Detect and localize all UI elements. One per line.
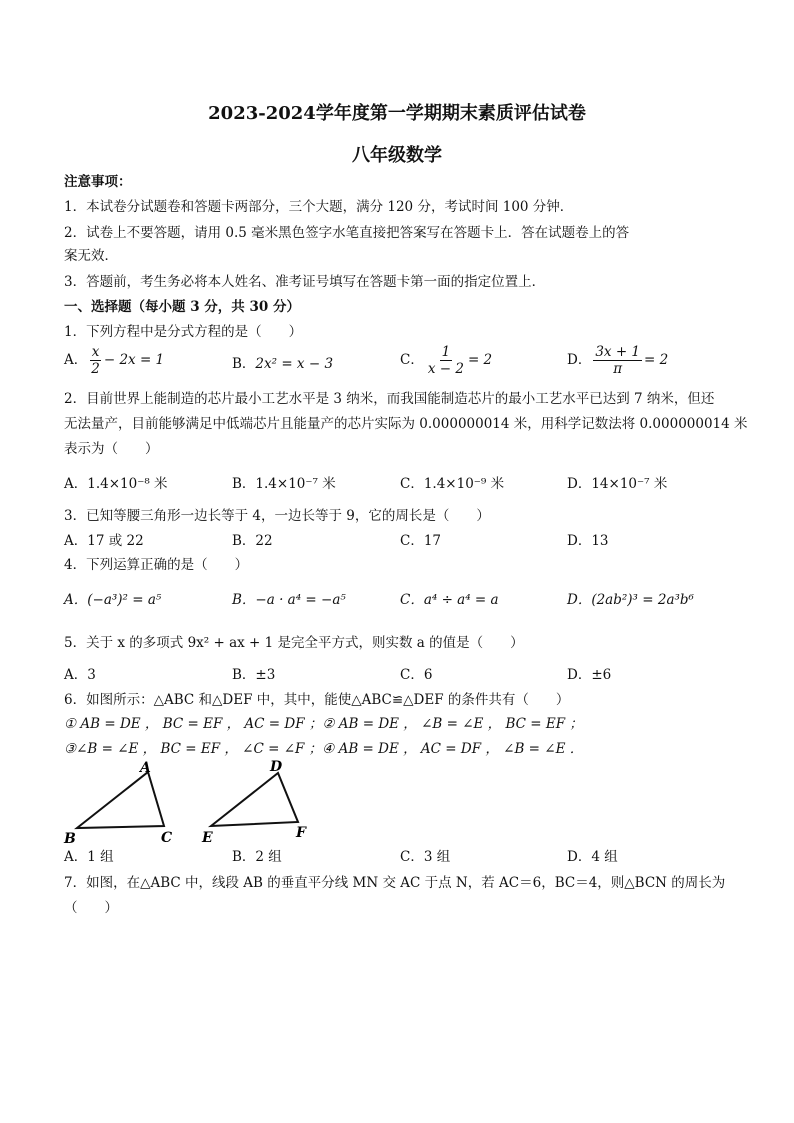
question-7-stem: 7．如图，在△ABC 中，线段 AB 的垂直平分线 MN 交 AC 于点 N，若 AC＝6，BC＝4，则△BCN 的周长为	[64, 875, 726, 891]
exam-title: 2023-2024学年度第一学期期末素质评估试卷	[208, 103, 586, 124]
q3-option-b[interactable]: B．22	[232, 533, 273, 549]
q3-option-a[interactable]: A．17 或 22	[64, 533, 144, 549]
expression: 2x² = x − 3	[255, 356, 334, 372]
numerator: x	[91, 344, 100, 360]
expression: − 2x = 1	[103, 352, 165, 368]
section-heading: 一、选择题（每小题 3 分，共 30 分）	[64, 299, 300, 315]
denominator: π	[613, 361, 623, 377]
question-2-stem: 表示为（ ）	[64, 441, 159, 457]
question-6-stem: 6．如图所示：△ABC 和△DEF 中，其中，能使△ABC≌△DEF 的条件共有（ ）	[64, 692, 570, 708]
q2-option-d[interactable]: D．14×10⁻⁷ 米	[567, 476, 668, 492]
q3-option-d[interactable]: D．13	[567, 533, 609, 549]
notes-heading: 注意事项：	[64, 174, 132, 190]
fraction	[89, 344, 102, 377]
q1-option-d[interactable]	[567, 344, 668, 377]
q6-option-a[interactable]: A．1 组	[64, 849, 114, 865]
question-1-stem: 1．下列方程中是分式方程的是（ ）	[64, 324, 303, 340]
q2-option-b[interactable]: B．1.4×10⁻⁷ 米	[232, 476, 336, 492]
note-item: 1．本试卷分试题卷和答题卡两部分，三个大题，满分 120 分，考试时间 100 分钟．	[64, 199, 574, 215]
vertex-label-a: A	[140, 760, 151, 776]
vertex-label-b: B	[64, 831, 76, 847]
note-item: 案无效．	[64, 248, 118, 264]
option-prefix: A．	[64, 352, 88, 368]
q4-option-a[interactable]: A．(−a³)² = a⁵	[64, 592, 162, 608]
fraction	[593, 344, 642, 377]
q6-option-c[interactable]: C．3 组	[400, 849, 451, 865]
question-2-stem: 无法量产，目前能够满足中低端芯片且能量产的芯片实际为 0.000000014 米，用科学记数法将 0.000000014 米	[64, 416, 748, 432]
vertex-label-f: F	[296, 825, 306, 841]
q1-option-a[interactable]	[64, 344, 164, 377]
option-prefix: C．	[400, 352, 424, 368]
q5-option-c[interactable]: C．6	[400, 667, 433, 683]
q1-option-c[interactable]	[400, 344, 492, 377]
q5-option-a[interactable]: A．3	[64, 667, 96, 683]
vertex-label-d: D	[270, 759, 283, 775]
note-item: 2．试卷上不要答题，请用 0.5 毫米黑色签字水笔直接把答案写在答题卡上．答在试题卷上的答	[64, 225, 630, 241]
numerator: 3x + 1	[595, 344, 641, 360]
triangle-abc	[77, 772, 164, 828]
note-item: 3．答题前，考生务必将本人姓名、准考证号填写在答题卡第一面的指定位置上．	[64, 274, 546, 290]
triangles-figure	[60, 758, 330, 848]
q6-condition-line: ① AB = DE ， BC = EF ， AC = DF ；② AB = DE ， ∠B = ∠E ， BC = EF ；	[64, 716, 583, 732]
option-prefix: B．	[232, 356, 256, 372]
question-5-stem: 5．关于 x 的多项式 9x² + ax + 1 是完全平方式，则实数 a 的值是（ ）	[64, 635, 524, 651]
q6-condition-line: ③∠B = ∠E ， BC = EF ， ∠C = ∠F ；④ AB = DE ， AC = DF ， ∠B = ∠E ．	[64, 741, 584, 757]
vertex-label-e: E	[202, 830, 213, 846]
q4-option-b[interactable]: B．−a · a⁴ = −a⁵	[232, 592, 346, 608]
exam-subtitle: 八年级数学	[352, 145, 442, 166]
q6-option-d[interactable]: D．4 组	[567, 849, 618, 865]
numerator: 1	[441, 344, 451, 360]
question-4-stem: 4．下列运算正确的是（ ）	[64, 557, 249, 573]
q6-option-b[interactable]: B．2 组	[232, 849, 282, 865]
vertex-label-c: C	[161, 830, 173, 846]
q4-option-d[interactable]: D．(2ab²)³ = 2a³b⁶	[567, 592, 694, 608]
q3-option-c[interactable]: C．17	[400, 533, 442, 549]
triangle-def	[211, 773, 298, 826]
fraction	[426, 344, 466, 377]
q1-option-b[interactable]	[232, 354, 333, 374]
q5-option-d[interactable]: D．±6	[567, 667, 612, 683]
q2-option-c[interactable]: C．1.4×10⁻⁹ 米	[400, 476, 505, 492]
question-3-stem: 3．已知等腰三角形一边长等于 4，一边长等于 9，它的周长是（ ）	[64, 508, 490, 524]
q5-option-b[interactable]: B．±3	[232, 667, 276, 683]
expression: = 2	[467, 352, 493, 368]
question-7-stem: （ ）	[64, 900, 118, 916]
q2-option-a[interactable]: A．1.4×10⁻⁸ 米	[64, 476, 168, 492]
expression: = 2	[644, 352, 669, 368]
question-2-stem: 2．目前世界上能制造的芯片最小工艺水平是 3 纳米，而我国能制造芯片的最小工艺水平已达到 7 纳米，但还	[64, 391, 715, 407]
denominator: 2	[91, 361, 100, 377]
option-prefix: D．	[567, 352, 592, 368]
q4-option-c[interactable]: C．a⁴ ÷ a⁴ = a	[400, 592, 499, 608]
denominator: x − 2	[427, 361, 464, 377]
